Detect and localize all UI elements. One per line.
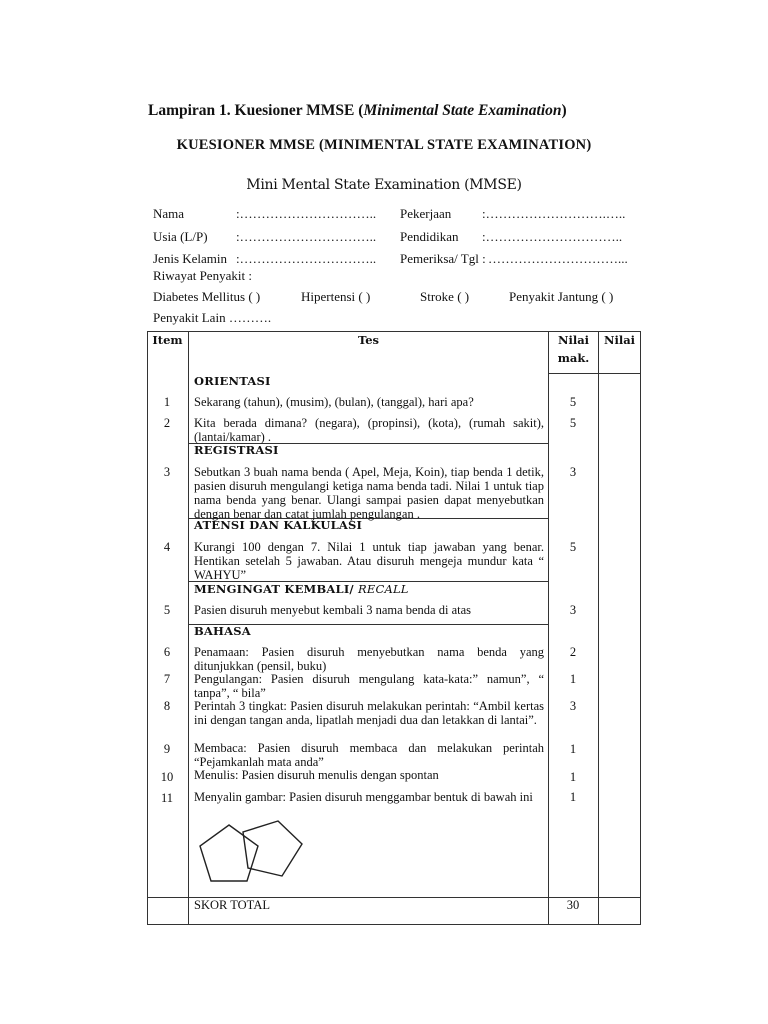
item-number: 4 bbox=[163, 540, 171, 554]
table-border-top bbox=[147, 331, 641, 332]
lampiran-italic: Minimental State Examination bbox=[363, 102, 562, 119]
hipertensi-checkbox[interactable]: Hipertensi ( ) bbox=[301, 289, 371, 304]
item-max: 3 bbox=[569, 699, 577, 713]
section-orientasi: ORIENTASI bbox=[194, 374, 271, 388]
item-number: 1 bbox=[163, 395, 171, 409]
item-text: Membaca: Pasien disuruh membaca dan melakukan perintah “Pejamkanlah mata anda” bbox=[194, 741, 544, 769]
pekerjaan-field[interactable]: :……………………….….. bbox=[482, 206, 626, 221]
usia-label: Usia (L/P) bbox=[153, 229, 208, 244]
header-item: Item bbox=[152, 333, 183, 347]
pentagon-left bbox=[200, 825, 258, 881]
lampiran-title bbox=[148, 102, 567, 120]
item-number: 7 bbox=[163, 672, 171, 686]
pendidikan-label: Pendidikan bbox=[400, 229, 459, 244]
riwayat-label: Riwayat Penyakit : bbox=[153, 268, 252, 283]
lampiran-prefix: Lampiran 1. Kuesioner MMSE ( bbox=[148, 102, 364, 119]
item-number: 9 bbox=[163, 742, 171, 756]
item-number: 6 bbox=[163, 645, 171, 659]
item-text: Penamaan: Pasien disuruh menyebutkan nama benda yang ditunjukkan (pensil, buku) bbox=[194, 645, 544, 673]
recall-label: RECALL bbox=[358, 582, 409, 596]
header-line-nilai bbox=[548, 373, 641, 374]
mmse-table bbox=[147, 331, 641, 925]
nama-field[interactable]: :………………………….. bbox=[236, 206, 377, 221]
item-max: 1 bbox=[569, 742, 577, 756]
col-divider-tes bbox=[548, 331, 549, 925]
section-mengingat bbox=[194, 582, 409, 596]
item-text: Sekarang (tahun), (musim), (bulan), (tanggal), hari apa? bbox=[194, 395, 474, 409]
penyakit-jantung-checkbox[interactable]: Penyakit Jantung ( ) bbox=[509, 289, 614, 304]
item-text: Perintah 3 tingkat: Pasien disuruh melakukan perintah: “Ambil kertas ini dengan tangan anda, lipatlah menjadi dua dan letakkan di lantai”. bbox=[194, 699, 544, 727]
item-max: 5 bbox=[569, 540, 577, 554]
skor-total-label: SKOR TOTAL bbox=[194, 898, 270, 912]
stroke-checkbox[interactable]: Stroke ( ) bbox=[420, 289, 470, 304]
header-nilai: Nilai bbox=[603, 333, 636, 347]
item-number: 5 bbox=[163, 603, 171, 617]
section-atensi: ATENSI DAN KALKULASI bbox=[194, 518, 363, 532]
item-text: Sebutkan 3 buah nama benda ( Apel, Meja, Koin), tiap benda 1 detik, pasien disuruh mengulangi ketiga nama benda tadi. Nilai 1 untuk tiap nama benda yang benar. Ulangi sampai pasien dapat menyebutkan dengan benar dan catat jumlah pengulangan . bbox=[194, 465, 544, 521]
table-border-right bbox=[640, 331, 641, 925]
item-max: 2 bbox=[569, 645, 577, 659]
item-text: Menulis: Pasien disuruh menulis dengan spontan bbox=[194, 768, 439, 782]
header-nilai-mak-1: Nilai bbox=[557, 333, 590, 347]
intersecting-pentagons-drawing bbox=[191, 813, 321, 893]
item-number: 11 bbox=[160, 791, 174, 805]
item-number: 2 bbox=[163, 416, 171, 430]
item-text: Pengulangan: Pasien disuruh mengulang kata-kata:” namun”, “ tanpa”, “ bila” bbox=[194, 672, 544, 700]
kuesioner-title: KUESIONER MMSE (MINIMENTAL STATE EXAMINATION) bbox=[176, 137, 592, 153]
item-number: 3 bbox=[163, 465, 171, 479]
header-nilai-mak-2: mak. bbox=[557, 351, 590, 365]
pemeriksa-label: Pemeriksa/ Tgl : bbox=[400, 251, 486, 266]
pekerjaan-label: Pekerjaan bbox=[400, 206, 452, 221]
item-max: 3 bbox=[569, 465, 577, 479]
item-max: 5 bbox=[569, 416, 577, 430]
table-border-bottom bbox=[147, 924, 641, 925]
item-max: 1 bbox=[569, 790, 577, 804]
item-max: 1 bbox=[569, 672, 577, 686]
pendidikan-field[interactable]: :………………………….. bbox=[482, 229, 623, 244]
jenis-kelamin-field[interactable]: :………………………….. bbox=[236, 251, 377, 266]
jenis-kelamin-label: Jenis Kelamin bbox=[153, 251, 228, 266]
usia-field[interactable]: :………………………….. bbox=[236, 229, 377, 244]
item-max: 5 bbox=[569, 395, 577, 409]
penyakit-lain-field[interactable]: Penyakit Lain ………. bbox=[153, 310, 272, 325]
mmse-subtitle: Mini Mental State Examination (MMSE) bbox=[246, 177, 522, 193]
section-bahasa: BAHASA bbox=[194, 624, 251, 638]
section-registrasi: REGISTRASI bbox=[194, 443, 279, 457]
item-text: Menyalin gambar: Pasien disuruh menggambar bentuk di bawah ini bbox=[194, 790, 533, 804]
pemeriksa-field[interactable]: …………………………... bbox=[488, 251, 628, 266]
item-text: Pasien disuruh menyebut kembali 3 nama benda di atas bbox=[194, 603, 472, 617]
nama-label: Nama bbox=[153, 206, 185, 221]
item-text: Kita berada dimana? (negara), (propinsi), (kota), (rumah sakit), (lantai/kamar) . bbox=[194, 416, 544, 444]
item-number: 8 bbox=[163, 699, 171, 713]
lampiran-suffix: ) bbox=[561, 102, 567, 119]
item-max: 3 bbox=[569, 603, 577, 617]
col-divider-max bbox=[598, 331, 599, 925]
item-text: Kurangi 100 dengan 7. Nilai 1 untuk tiap jawaban yang benar. Hentikan setelah 5 jawaban. Atau disuruh mengeja mundur kata “ WAHYU” bbox=[194, 540, 544, 582]
col-divider-item bbox=[188, 331, 189, 925]
mengingat-label: MENGINGAT KEMBALI/ bbox=[194, 582, 358, 596]
item-number: 10 bbox=[160, 770, 174, 784]
header-tes: Tes bbox=[357, 333, 380, 347]
skor-total-value: 30 bbox=[566, 898, 580, 912]
item-max: 1 bbox=[569, 770, 577, 784]
diabetes-checkbox[interactable]: Diabetes Mellitus ( ) bbox=[153, 289, 261, 304]
